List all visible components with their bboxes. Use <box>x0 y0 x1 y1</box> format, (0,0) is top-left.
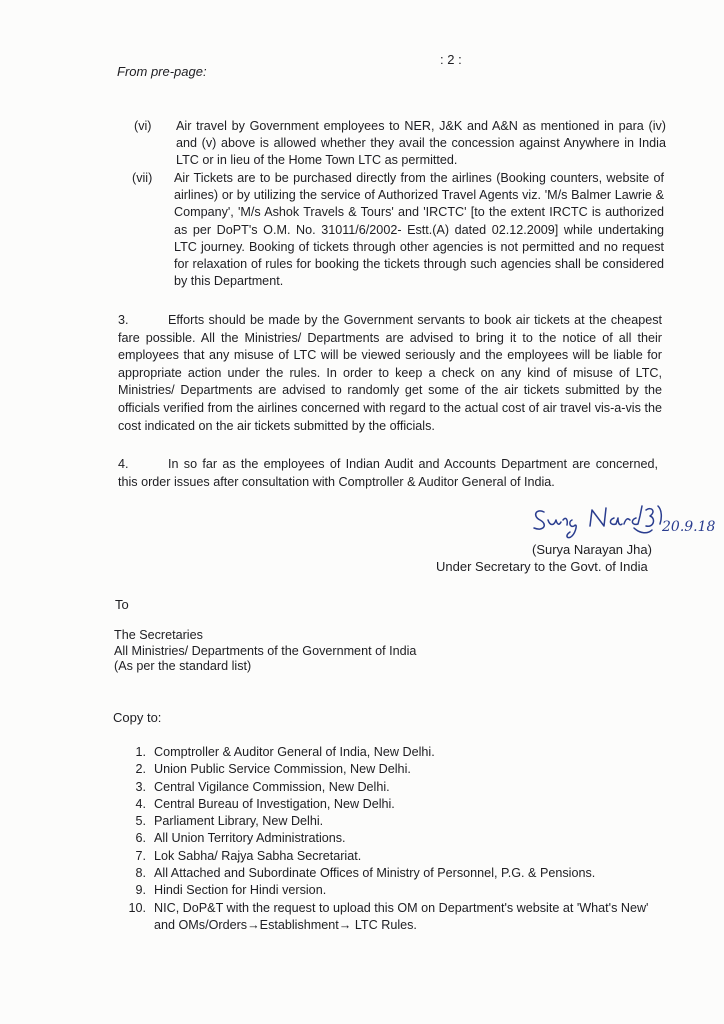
list-number: 5. <box>135 814 146 829</box>
signature-block <box>420 498 720 578</box>
list-item-vii <box>132 170 664 290</box>
list-number: 1. <box>135 745 146 759</box>
list-item-vi <box>134 118 666 170</box>
list-number: 6. <box>135 831 146 846</box>
list-item <box>120 865 660 882</box>
list-text: NIC, DoP&T with the request to upload this OM on Department's website at 'What's New' and OMs/Orders→Establishment→ LTC Rules. <box>154 900 649 932</box>
list-text: Comptroller & Auditor General of India, New Delhi. <box>154 745 435 759</box>
addressee-block <box>114 628 416 675</box>
list-item <box>120 796 660 813</box>
addressee-line: (As per the standard list) <box>114 659 252 674</box>
to-label: To <box>115 597 129 612</box>
list-text: All Union Territory Administrations. <box>154 831 346 846</box>
copy-to-list <box>120 744 660 934</box>
list-number: 2. <box>135 762 146 777</box>
item-text: Air Tickets are to be purchased directly from the airlines (Booking counters, website of airlines) or by utilizing the service of Authorized Travel Agents viz. 'M/s Balmer Lawrie & Company', 'M/s Ashok Travels & Tours' and 'IRCTC' [to the extent IRCTC is authorized as per DoPT's O.M. No. 31011/6/2002- Estt.(A) dated 02.12.2009] while undertaking LTC journey. Booking of tickets through other agencies is not permitted and no request for relaxation of rules for booking the tickets through such agencies shall be considered by this Department. <box>174 171 664 289</box>
list-number: 4. <box>135 796 146 811</box>
paragraph-number: 4. <box>118 457 129 471</box>
paragraph-text: Efforts should be made by the Government servants to book air tickets at the cheapest fare possible. All the Ministries/ Departments are advised to bring it to the notice of all their employees that any misuse of LTC will be viewed seriously and the employees will be liable for appropriate action under the rules. In order to keep a check on any kind of misuse of LTC, Ministries/ Departments are advised to randomly get some of the air tickets submitted by the officials verified from the airlines concerned with regard to the actual cost of air travel vis-a-vis the cost indicated on the air tickets submitted by the officials. <box>118 313 662 433</box>
signature-date: 20.9.18 <box>662 519 716 535</box>
list-item <box>120 779 660 796</box>
list-item <box>120 761 660 778</box>
list-item <box>120 882 660 899</box>
list-number: 10. <box>128 900 146 915</box>
list-number: 7. <box>135 848 146 863</box>
list-number: 9. <box>135 883 146 898</box>
item-number: (vi) <box>134 119 152 133</box>
list-item <box>120 830 660 847</box>
paragraph-4 <box>118 456 658 491</box>
list-item <box>120 900 660 935</box>
list-text: Central Vigilance Commission, New Delhi. <box>154 779 390 794</box>
signatory-designation: Under Secretary to the Govt. of India <box>436 559 648 574</box>
item-text: Air travel by Government employees to NER, J&K and A&N as mentioned in para (iv) and (v) above is allowed whether they avail the concession against Anywhere in India LTC or in lieu of the Home Town LTC as permitted. <box>176 119 666 168</box>
list-number: 8. <box>135 866 146 881</box>
paragraph-3 <box>118 312 662 435</box>
page-number: : 2 : <box>440 52 462 67</box>
list-text: Central Bureau of Investigation, New Delhi. <box>154 796 395 811</box>
item-number: (vii) <box>132 171 153 185</box>
list-text: Hindi Section for Hindi version. <box>154 883 327 898</box>
list-text: Parliament Library, New Delhi. <box>154 814 324 829</box>
copy-to-label: Copy to: <box>113 710 162 725</box>
addressee-line: All Ministries/ Departments of the Government of India <box>114 643 417 658</box>
list-item <box>120 848 660 865</box>
signatory-name: (Surya Narayan Jha) <box>532 542 652 557</box>
from-prepage-label: From pre-page: <box>117 64 207 79</box>
handwritten-signature <box>530 498 716 542</box>
list-text: Lok Sabha/ Rajya Sabha Secretariat. <box>154 848 362 863</box>
list-text: All Attached and Subordinate Offices of Ministry of Personnel, P.G. & Pensions. <box>154 866 596 881</box>
list-item <box>120 744 660 761</box>
paragraph-text: In so far as the employees of Indian Audit and Accounts Department are concerned, this order issues after consultation with Comptroller & Auditor General of India. <box>118 457 658 489</box>
list-number: 3. <box>135 779 146 794</box>
addressee-line: The Secretaries <box>114 628 203 642</box>
list-text: Union Public Service Commission, New Delhi. <box>154 762 411 777</box>
paragraph-number: 3. <box>118 313 129 327</box>
list-item <box>120 813 660 830</box>
